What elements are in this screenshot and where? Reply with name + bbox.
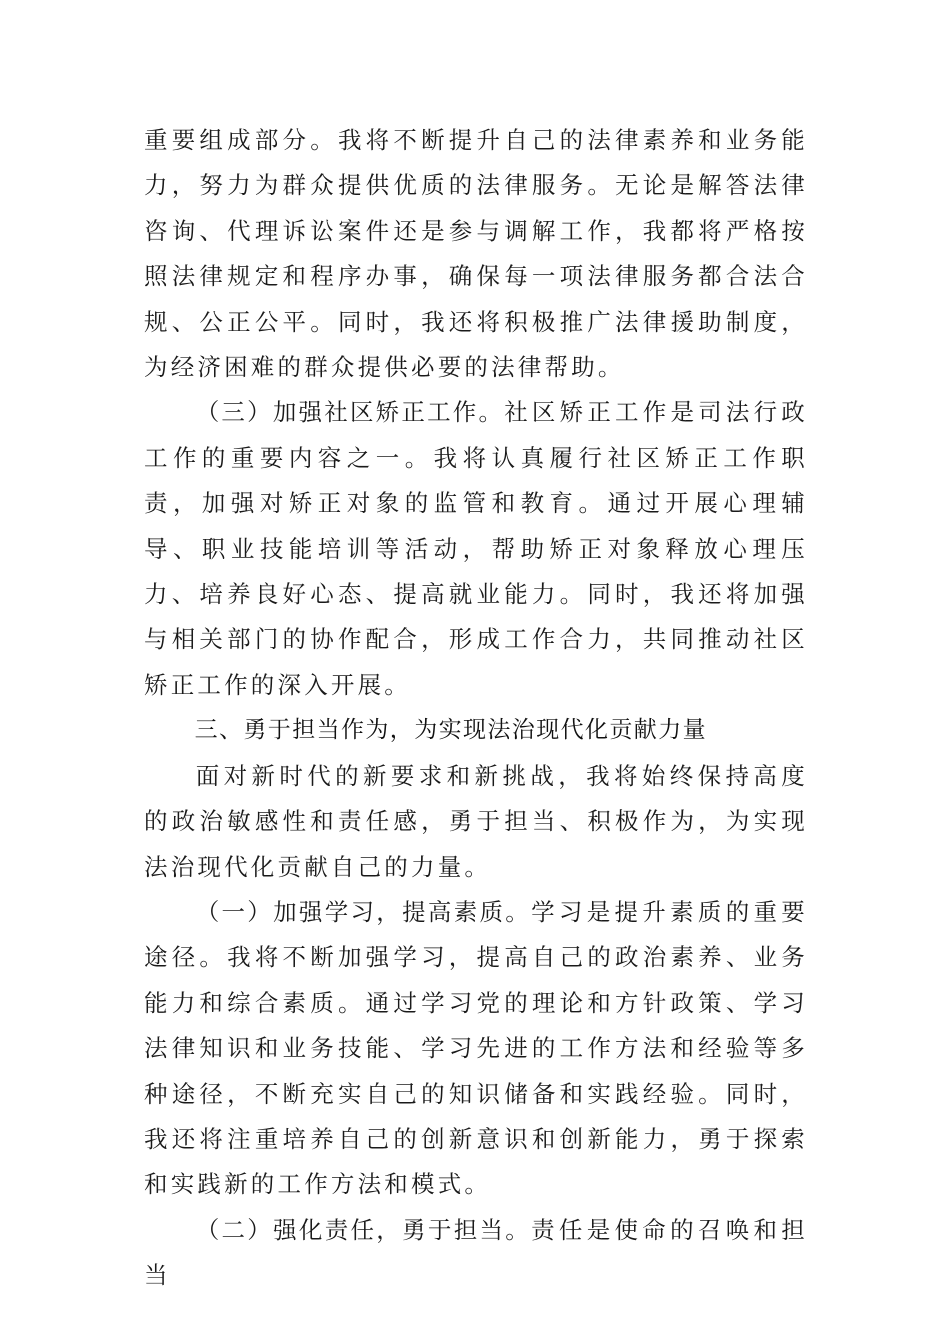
paragraph-study [144,890,808,1208]
paragraph-text: 责任是使命的召唤和担当 [144,1215,808,1290]
paragraph-intro [144,754,808,890]
paragraph-text: 面对新时代的新要求和新挑战，我将始终保持高度的政治敏感性和责任感，勇于担当、积极作为，为实现法治现代化贡献自己的力量。 [144,761,808,881]
paragraph-continuation [144,118,808,390]
document-body [144,118,808,1299]
paragraph-lead: （二）强化责任，勇于担当。 [195,1215,532,1244]
section-heading: 三、勇于担当作为，为实现法治现代化贡献力量 [194,717,707,744]
paragraph-lead: （三）加强社区矫正工作。 [195,398,505,427]
paragraph-text: 重要组成部分。我将不断提升自己的法律素养和业务能力，努力为群众提供优质的法律服务。无论是解答法律咨询、代理诉讼案件还是参与调解工作，我都将严格按照法律规定和程序办事，确保每一项法律服务都合法合规、公正公平。同时，我还将积极推广法律援助制度，为经济困难的群众提供必要的法律帮助。 [144,126,808,382]
paragraph-text: 学习是提升素质的重要途径。我将不断加强学习，提高自己的政治素养、业务能力和综合素质。通过学习党的理论和方针政策、学习法律知识和业务技能、学习先进的工作方法和经验等多种途径，不断充实自己的知识储备和实践经验。同时，我还将注重培养自己的创新意识和创新能力，勇于探索和实践新的工作方法和模式。 [144,897,808,1199]
paragraph-text: 社区矫正工作是司法行政工作的重要内容之一。我将认真履行社区矫正工作职责，加强对矫正对象的监管和教育。通过开展心理辅导、职业技能培训等活动，帮助矫正对象释放心理压力、培养良好心态、提高就业能力。同时，我还将加强与相关部门的协作配合，形成工作合力，共同推动社区矫正工作的深入开展。 [144,398,808,699]
paragraph-lead: （一）加强学习，提高素质。 [195,897,532,926]
paragraph-responsibility [144,1208,808,1299]
paragraph-community-correction [144,390,808,708]
